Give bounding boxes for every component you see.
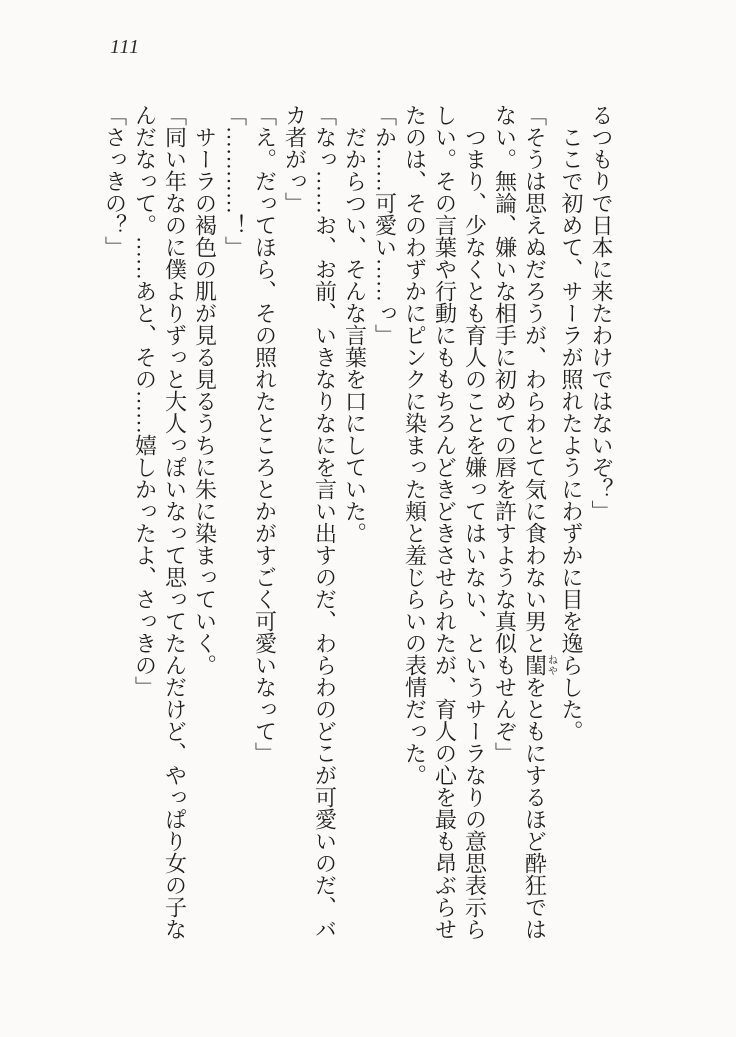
paragraph-10: サーラの褐色の肌が見る見るうちに朱に染まっていく。 [192,126,218,676]
paragraph-8: 「え。だってほら、その照れたところとかがすごく可愛いなって」 [252,104,278,764]
body-text [100,104,617,944]
ruby-neya [522,654,557,676]
paragraph-7: 「なっ……お、お前、いきなりなにを言い出すのだ、わらわのどこが可愛いのだ、バカ者がっ」 [282,104,338,940]
paragraph-9: 「…………！」 [222,104,248,258]
ruby-furigana: ねや [545,654,557,676]
paragraph-5: 「か……可愛い……っ」 [372,104,398,346]
paragraph-6: だからつい、そんな言葉を口にしていた。 [342,126,368,544]
paragraph-11: 「同い年なのに僕よりずっと大人っぽいなって思ってたんだけど、やっぱり女の子なんだなって。……あと、その……嬉しかったよ、さっきの」 [132,104,188,940]
paragraph-3-post: をともにするほど酔狂ではない。無論、嫌いな相手に初めての唇を許すような真似もせんぞ」 [492,104,548,940]
ruby-base: 閨 [522,654,548,676]
paragraph-3 [490,104,557,944]
paragraph-1: るつもりで日本に来たわけではないぞ？」 [589,104,614,522]
paragraph-4: つまり、少なくとも育人のことを嫌ってはいない、というサーラなりの意思表示らしい。その言葉や行動にももちろんどきどきさせられたが、育人の心を最も昂ぶらせたのは、そのわずかにピンクに染まった頬と羞じらいの表情だった。 [402,104,488,940]
paragraph-3-pre: 「そうは思えぬだろうが、わらわとて気に食わない男と [522,104,548,654]
paragraph-12: 「さっきの？」 [102,104,128,258]
paragraph-2: ここで初めて、サーラが照れたようにわずかに目を逸らした。 [559,126,584,742]
page-number: 111 [110,36,141,58]
